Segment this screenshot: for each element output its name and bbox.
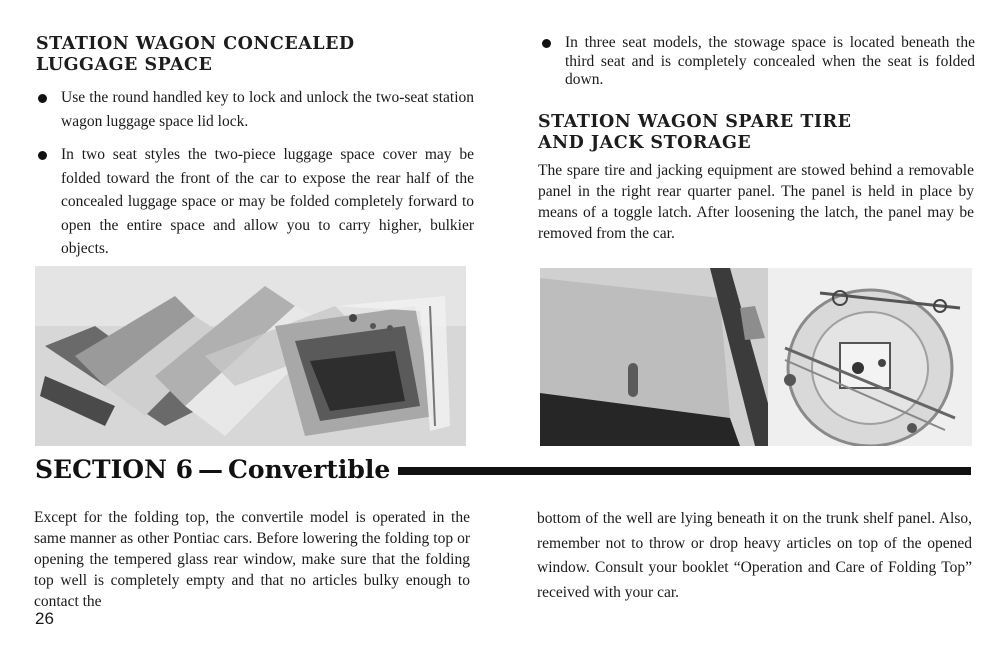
heading-line: AND JACK STORAGE bbox=[538, 133, 752, 153]
page-number: 26 bbox=[35, 609, 54, 628]
spare-tire-heading bbox=[538, 112, 978, 154]
bullet-item bbox=[538, 34, 975, 90]
luggage-space-bullets bbox=[34, 86, 474, 271]
spare-tire-illustration bbox=[540, 268, 972, 446]
bullet-text: In two seat styles the two-piece luggage space cover may be folded toward the front of the car to expose the rear half of the concealed luggage space or may be folded completely forward to open the entire space and allow you to carry higher, bulkier objects. bbox=[61, 146, 474, 257]
convertible-paragraph-left: Except for the folding top, the convertile model is operated in the same manner as other Pontiac cars. Before lowering the folding top or opening the tempered glass rear window, make sure that the folding top well is completely empty and that no articles bulky enough to contact the bbox=[34, 509, 470, 610]
luggage-illustration bbox=[35, 266, 466, 446]
bullet-icon bbox=[38, 151, 47, 160]
section-title: SECTION 6 — Convertible bbox=[35, 455, 391, 484]
bullet-text: Use the round handled key to lock and unlock the two-seat station wagon luggage space lid lock. bbox=[61, 89, 474, 130]
heading-line: LUGGAGE SPACE bbox=[36, 55, 213, 75]
bullet-item bbox=[34, 86, 474, 133]
bullet-item bbox=[34, 143, 474, 261]
three-seat-bullet bbox=[538, 34, 975, 100]
spare-tire-photo bbox=[540, 268, 972, 446]
luggage-space-photo bbox=[35, 266, 466, 446]
bullet-icon bbox=[38, 94, 47, 103]
heading-line: STATION WAGON CONCEALED bbox=[36, 34, 355, 54]
convertible-paragraph-right: bottom of the well are lying beneath it on the trunk shelf panel. Also, remember not to throw or drop heavy articles on top of the opened window. Consult your booklet “Operation and Care of Folding Top” received with your car. bbox=[537, 510, 972, 601]
luggage-space-heading bbox=[36, 34, 476, 76]
section-rule bbox=[398, 467, 971, 475]
bullet-icon bbox=[542, 39, 551, 48]
heading-line: STATION WAGON SPARE TIRE bbox=[538, 112, 852, 132]
bullet-text: In three seat models, the stowage space is located beneath the third seat and is completely concealed when the seat is folded down. bbox=[565, 34, 975, 88]
spare-tire-paragraph: The spare tire and jacking equipment are stowed behind a removable panel in the right rear quarter panel. The panel is held in place by means of a toggle latch. After loosening the latch, the panel may be removed from the car. bbox=[538, 162, 974, 242]
